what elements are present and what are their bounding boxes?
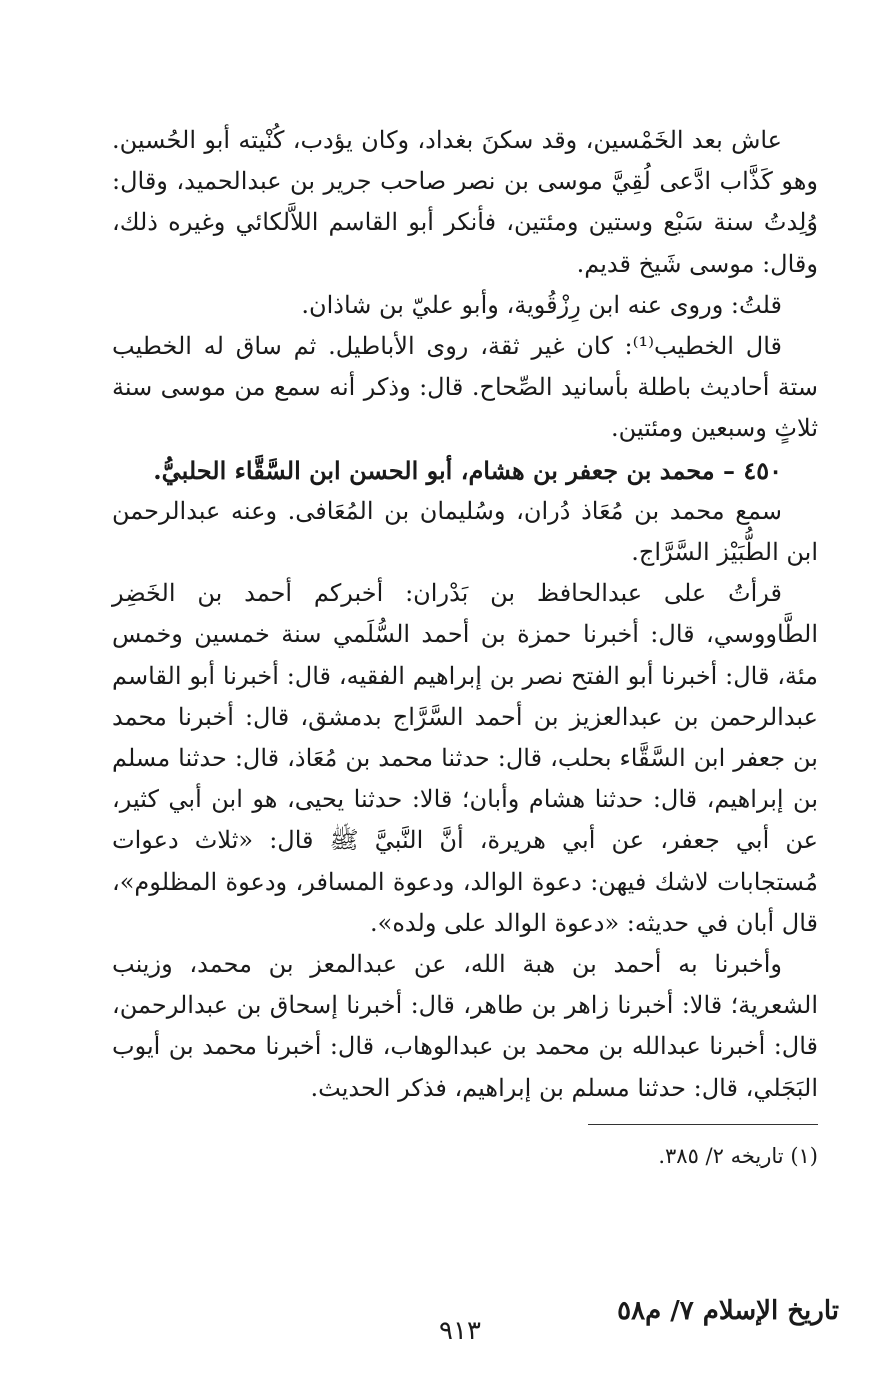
paragraph-note: قلتُ: وروى عنه ابن رِزْقُوية، وأبو عليّ بن شاذان. (301, 290, 782, 319)
paragraph-second-chain: وأخبرنا به أحمد بن هبة الله، عن عبدالمعز بن محمد، وزينب الشعرية؛ قالا: أخبرنا زاهر بن طاهر، قال: أخبرنا إسحاق بن عبدالرحمن، قال: أخبرنا عبدالله بن محمد بن عبدالوهاب، قال: أخبرنا محمد بن أيوب البَجَلي، قال: حدثنا مسلم بن إبراهيم، فذكر الحديث. (112, 950, 819, 1102)
book-signature: تاريخ الإسلام ٧/ م٥٨ (617, 1296, 839, 1326)
paragraph-biography: عاش بعد الخَمْسين، وقد سكنَ بغداد، وكان يؤدب، كُنْيته أبو الحُسين. وهو كَذَّاب ادَّعى لُقِيَّ موسى بن نصر صاحب جرير بن عبدالحميد، وقال: وُلِدتُ سنة سَبْع وستين ومئتين، فأنكر أبو القاسم اللاَّلكائي وغيره ذلك، وقال: موسى شَيخ قديم. (112, 126, 818, 278)
entry-heading: ٤٥٠ – محمد بن جعفر بن هشام، أبو الحسن ابن السَّقَّاء الحلبيُّ. (153, 455, 782, 485)
paragraph-khatib: قال الخطيب⁽¹⁾: كان غير ثقة، روى الأباطيل. ثم ساق له الخطيب ستة أحاديث باطلة بأسانيد الصِّحاح. قال: وذكر أنه سمع من موسى سنة ثلاثٍ وسبعين ومئتين. (112, 332, 818, 443)
footnote-divider (588, 1124, 818, 1125)
paragraph-hadith-chain: قرأتُ على عبدالحافظ بن بَدْران: أخبركم أحمد بن الخَضِر الطَّاووسي، قال: أخبرنا حمزة بن أحمد السُّلَمي سنة خمسين وخمس مئة، قال: أخبرنا أبو الفتح نصر بن إبراهيم الفقيه، قال: أخبرنا أبو القاسم عبدالرحمن بن عبدالعزيز بن أحمد السَّرَّاج بدمشق، قال: أخبرنا محمد بن جعفر ابن السَّقَّاء بحلب، قال: حدثنا محمد بن مُعَاذ، قال: حدثنا مسلم بن إبراهيم، قال: حدثنا هشام وأبان؛ قالا: حدثنا يحيى، هو ابن أبي كثير، عن أبي جعفر، عن أبي هريرة، أنَّ النَّبيَّ ﷺ قال: «ثلاث دعوات مُستجابات لاشك فيهن: دعوة الوالد، ودعوة المسافر، ودعوة المظلوم»، قال أبان في حديثه: «دعوة الوالد على ولده». (112, 579, 818, 937)
page-number: ٩١٣ (439, 1316, 481, 1346)
paragraph-entry-intro: سمع محمد بن مُعَاذ دُران، وسُليمان بن المُعَافى. وعنه عبدالرحمن ابن الطُّبَيْز السَّرَّاج. (112, 496, 818, 567)
main-text (112, 120, 818, 1109)
footnote: (١) تاريخه ٢/ ٣٨٥. (658, 1144, 818, 1168)
